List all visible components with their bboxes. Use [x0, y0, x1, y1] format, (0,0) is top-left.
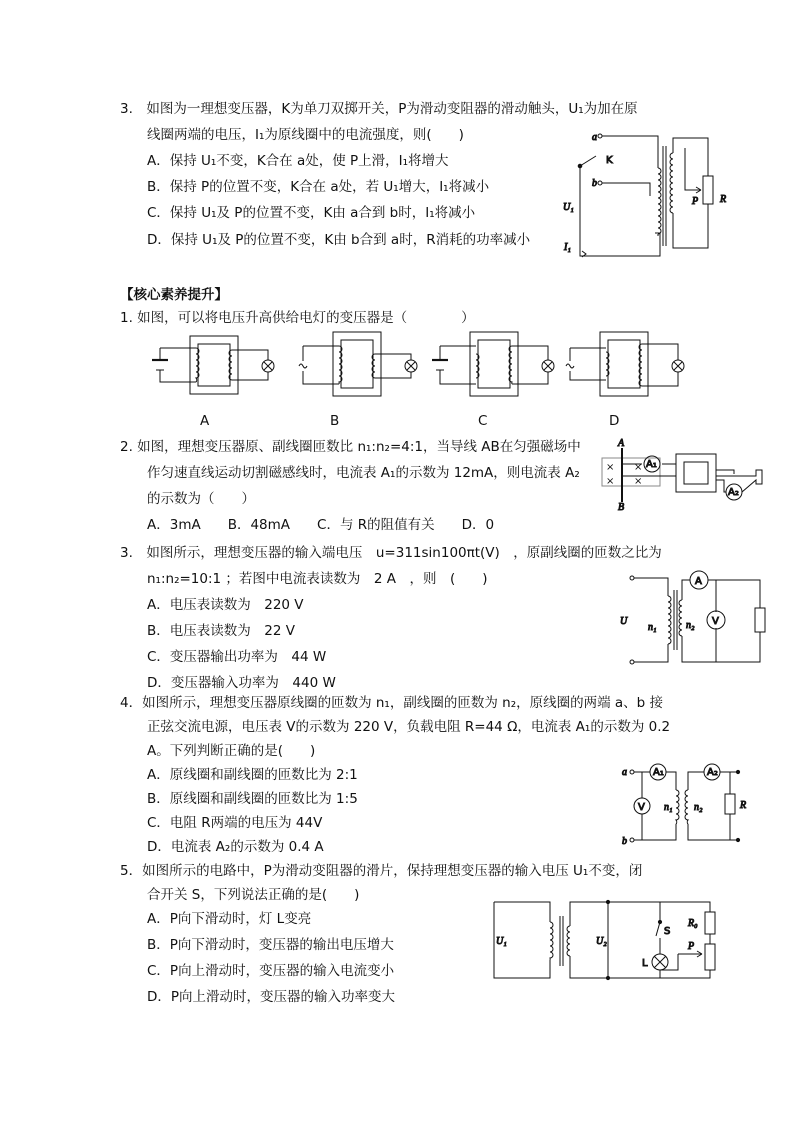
q3a-option-a: A．保持 U₁不变，K合在 a处，使 P上滑，I₁将增大 [147, 153, 449, 169]
svg-text:×: × [634, 462, 643, 473]
q5-stem-line1: 5．如图所示的电路中，P为滑动变阻器的滑片，保持理想变压器的输入电压 U₁不变，闭 [120, 863, 643, 879]
q4-stem-line2: 正弦交流电源，电压表 V的示数为 220 V，负载电阻 R=44 Ω，电流表 A₁的示数为 0.2 [147, 719, 671, 735]
q4-label-a2: A₂ [707, 767, 718, 778]
q2-label-a: A [618, 438, 625, 449]
q3b-label-voltmeter: V [712, 616, 719, 627]
q3a-label-i1: I₁ [564, 242, 571, 253]
q1-label-d: D [609, 413, 620, 429]
q3b-label-u: U [620, 616, 628, 627]
q3a-rheostat-r [703, 176, 713, 204]
q1-label-c: C [478, 413, 488, 429]
q3a-label-r: R [720, 194, 727, 205]
q4-option-c: C．电阻 R两端的电压为 44V [147, 815, 323, 831]
svg-text:×: × [606, 476, 615, 487]
svg-text:×: × [634, 476, 643, 487]
q2-label-b: B [618, 502, 625, 513]
q3b-option-a: A．电压表读数为 220 V [147, 597, 304, 613]
svg-text:×: × [606, 462, 615, 473]
q3a-stem-line1: 3. 如图为一理想变压器，K为单刀双掷开关，P为滑动变阻器的滑动触头，U₁为加在原 [120, 101, 638, 117]
q1-label-a: A [200, 413, 210, 429]
q1-label-b: B [330, 413, 340, 429]
q3b-stem-line1: 3. 如图所示，理想变压器的输入端电压 u=311sin100πt(V) ，原副线圈的匝数之比为 [120, 545, 662, 561]
q2-label-a2: A₂ [728, 487, 739, 498]
q5-label-u2: U₂ [596, 936, 607, 947]
q1-figure-d [566, 332, 684, 396]
q5-label-l: L [642, 958, 648, 969]
q3b-option-b: B．电压表读数为 22 V [147, 623, 295, 639]
q3a-option-d: D．保持 U₁及 P的位置不变，K由 b合到 a时，R消耗的功率减小 [147, 232, 531, 248]
q3b-label-n1: n₁ [648, 622, 657, 633]
q5-stem-line2: 合开关 S，下列说法正确的是( ) [147, 887, 360, 903]
q2-label-a1: A₁ [646, 459, 657, 470]
q5-option-c: C．P向上滑动时，变压器的输入电流变小 [147, 963, 395, 979]
q3a-option-b: B．保持 P的位置不变，K合在 a处，若 U₁增大，I₁将减小 [147, 179, 490, 195]
q3a-label-b: b [592, 178, 597, 189]
q5-label-r0: R₀ [688, 918, 698, 929]
q3a-label-k: K [606, 155, 613, 166]
q4-label-n2: n₂ [694, 802, 703, 813]
q4-label-r: R [740, 800, 747, 811]
q3a-circuit-figure [560, 128, 730, 263]
q1-figure-a [152, 336, 274, 394]
q4-option-a: A．原线圈和副线圈的匝数比为 2:1 [147, 767, 358, 783]
q4-label-a: a [622, 767, 627, 778]
q5-circuit-figure [488, 894, 728, 986]
q4-resistor [725, 794, 735, 814]
q5-option-a: A．P向下滑动时，灯 L变亮 [147, 911, 312, 927]
q1-figures [148, 328, 688, 403]
q2-circuit-figure [596, 440, 768, 512]
q4-option-b: B．原线圈和副线圈的匝数比为 1:5 [147, 791, 358, 807]
q4-label-v: V [638, 802, 645, 813]
q3a-label-p: P [692, 196, 699, 207]
q4-label-a1: A₁ [653, 767, 664, 778]
q4-stem-line1: 4．如图所示，理想变压器原线圈的匝数为 n₁，副线圈的匝数为 n₂，原线圈的两端 a、b 接 [120, 695, 664, 711]
q5-label-u1: U₁ [496, 936, 507, 947]
q1-figure-b [299, 332, 417, 396]
q3b-stem-line2: n₁:n₂=10:1 ；若图中电流表读数为 2 A ，则 ( ) [147, 571, 488, 587]
q3a-terminal-a [598, 134, 602, 138]
q3b-resistor [755, 608, 765, 632]
q3b-label-n2: n₂ [686, 620, 695, 631]
q3a-label-a: a [592, 132, 597, 143]
q3a-terminal-b [598, 181, 602, 185]
q4-stem-line3: A。下列判断正确的是( ) [147, 743, 316, 759]
q5-label-p: P [688, 941, 695, 952]
q3b-label-ammeter: A [695, 576, 702, 587]
q3b-option-c: C．变压器输出功率为 44 W [147, 649, 327, 665]
q3a-stem-line2: 线圈两端的电压，I₁为原线圈中的电流强度，则( ) [147, 127, 464, 143]
q3b-circuit-figure [620, 570, 770, 670]
q2-stem-line2: 作匀速直线运动切割磁感线时，电流表 A₁的示数为 12mA，则电流表 A₂ [147, 465, 580, 481]
q5-option-b: B．P向下滑动时，变压器的输出电压增大 [147, 937, 394, 953]
q3b-option-d: D．变压器输入功率为 440 W [147, 675, 336, 691]
q5-label-s: S [664, 926, 671, 937]
q5-resistor-r0 [705, 912, 715, 934]
q2-stem-line1: 2. 如图，理想变压器原、副线圈匝数比 n₁:n₂=4:1，当导线 AB在匀强磁场中 [120, 439, 581, 455]
q2-options: A．3mA B．48mA C．与 R的阻值有关 D．0 [147, 517, 495, 533]
q4-circuit-figure [620, 762, 748, 847]
q3a-option-c: C．保持 U₁及 P的位置不变，K由 a合到 b时，I₁将减小 [147, 205, 476, 221]
q1-stem: 1. 如图，可以将电压升高供给电灯的变压器是（ ） [120, 310, 475, 326]
q3a-label-u1: U₁ [563, 202, 574, 213]
q2-stem-line3: 的示数为（ ） [147, 491, 255, 507]
q4-label-b: b [622, 836, 627, 847]
q1-figure-c [432, 332, 554, 396]
q5-option-d: D．P向上滑动时，变压器的输入功率变大 [147, 989, 396, 1005]
q4-option-d: D．电流表 A₂的示数为 0.4 A [147, 839, 324, 855]
q5-rheostat [705, 944, 715, 970]
section-title: 【核心素养提升】 [120, 287, 228, 303]
q4-label-n1: n₁ [664, 802, 673, 813]
